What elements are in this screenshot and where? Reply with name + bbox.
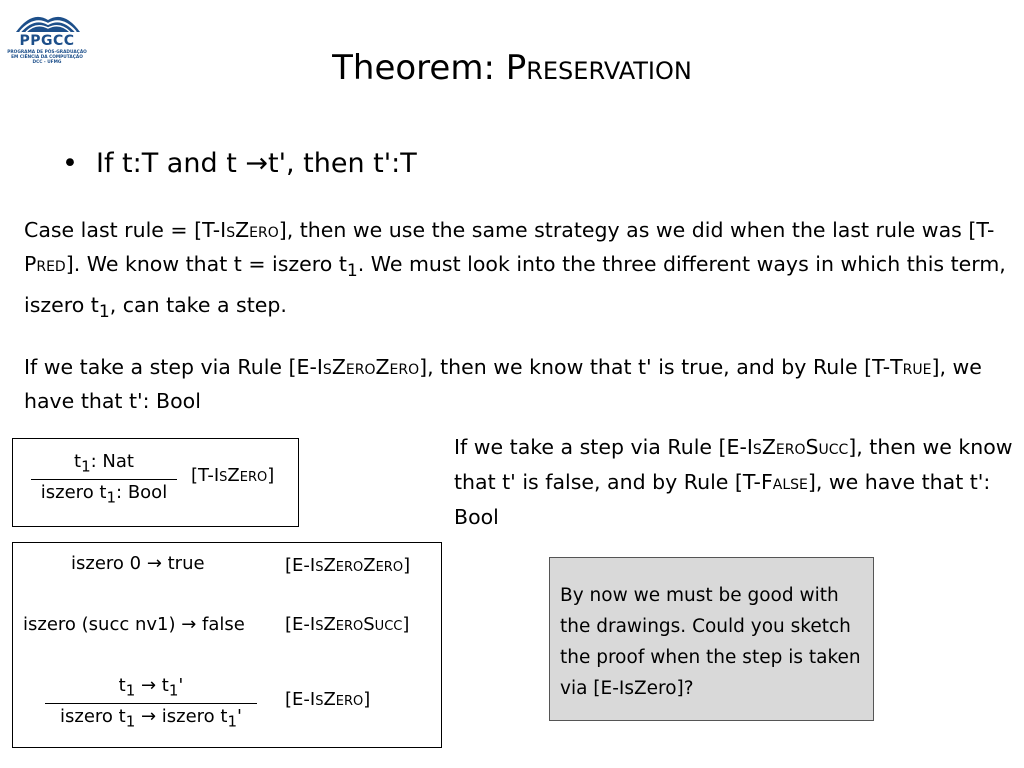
para1-text-e: , can take a step.	[109, 293, 287, 318]
para3-text-c: ], we have that t': Bool	[454, 470, 991, 529]
para1-text-a: Case last rule = [T-	[24, 218, 221, 242]
para2-rule-t-true: True	[890, 355, 932, 379]
logo-emblem-icon	[14, 6, 82, 34]
para3-rule-e-iszerosucc: IsZeroSucc	[746, 435, 849, 459]
para1-text-c: ]. We know that t = iszero t	[65, 252, 347, 276]
rule-iszerozero-name: [E-IsZeroZero]	[285, 555, 411, 576]
rule-iszero-fraction	[45, 675, 257, 730]
typing-rule-box	[12, 438, 299, 527]
para1-rule-t-pred: Pred	[24, 252, 66, 276]
para1-text-b: ], then we use the same strategy as we did when the last rule was [T-	[278, 218, 995, 242]
bullet-dot-icon: •	[62, 148, 78, 179]
bullet-point	[62, 148, 417, 179]
para1-subscript: 1	[346, 261, 358, 282]
para3-rule-t-false: False	[760, 470, 808, 494]
typing-rule-fraction	[31, 451, 177, 506]
para1-text-d: . We must look into the three different ways in which this term, iszero t	[24, 252, 1006, 318]
rule-iszerosucc-name: [E-IsZeroSucc]	[285, 614, 410, 635]
para2-rule-e-iszerozero: IsZeroZero	[316, 355, 420, 379]
logo-acronym: PPGCC	[19, 33, 75, 49]
iszerozero-paragraph	[24, 350, 1014, 418]
rule-iszero-name: [E-IsZero]	[285, 689, 371, 710]
typing-rule-premise: $t_1$: Nat	[74, 451, 134, 476]
iszerosucc-paragraph	[454, 430, 1020, 535]
title-theorem-name: Preservation	[505, 48, 692, 88]
typing-rule-name: [T-IsZero]	[191, 465, 275, 486]
para1-subscript: 1	[98, 302, 110, 323]
bullet-text: If t:T and t →t', then t':T	[96, 148, 417, 179]
para2-text-c: ], we have that t': Bool	[24, 355, 982, 413]
evaluation-rules-box	[12, 542, 442, 748]
para2-text-a: If we take a step via Rule [E-	[24, 355, 317, 379]
rule-iszerozero-formula: iszero 0 → true	[71, 553, 205, 574]
logo-subtitle: PROGRAMA DE PÓS-GRADUAÇÃO EM CIÊNCIA DA COMPUTAÇÃO DCC - UFMG	[7, 50, 87, 65]
title-prefix: Theorem:	[332, 48, 506, 88]
exercise-note: By now we must be good with the drawings. Could you sketch the proof when the step is taken via [E-IsZero]?	[549, 557, 874, 721]
para3-text-b: ], then we know that t' is false, and by Rule [T-	[454, 435, 1013, 494]
rule-iszero-premise: $t_1 \to t_1'$	[118, 675, 184, 700]
rule-iszero-conclusion: iszero $t_1$ → iszero $t_1'$	[60, 705, 242, 731]
rule-iszerosucc-formula: iszero (succ nv1) → false	[23, 614, 245, 635]
typing-rule-conclusion: iszero $t_1$: Bool	[40, 481, 168, 507]
case-paragraph	[24, 213, 1014, 329]
para2-text-b: ], then we know that t' is true, and by Rule [T-	[419, 355, 891, 379]
slide-title	[0, 48, 1024, 88]
para3-text-a: If we take a step via Rule [E-	[454, 435, 747, 459]
para1-rule-t-iszero: IsZero	[220, 218, 279, 242]
